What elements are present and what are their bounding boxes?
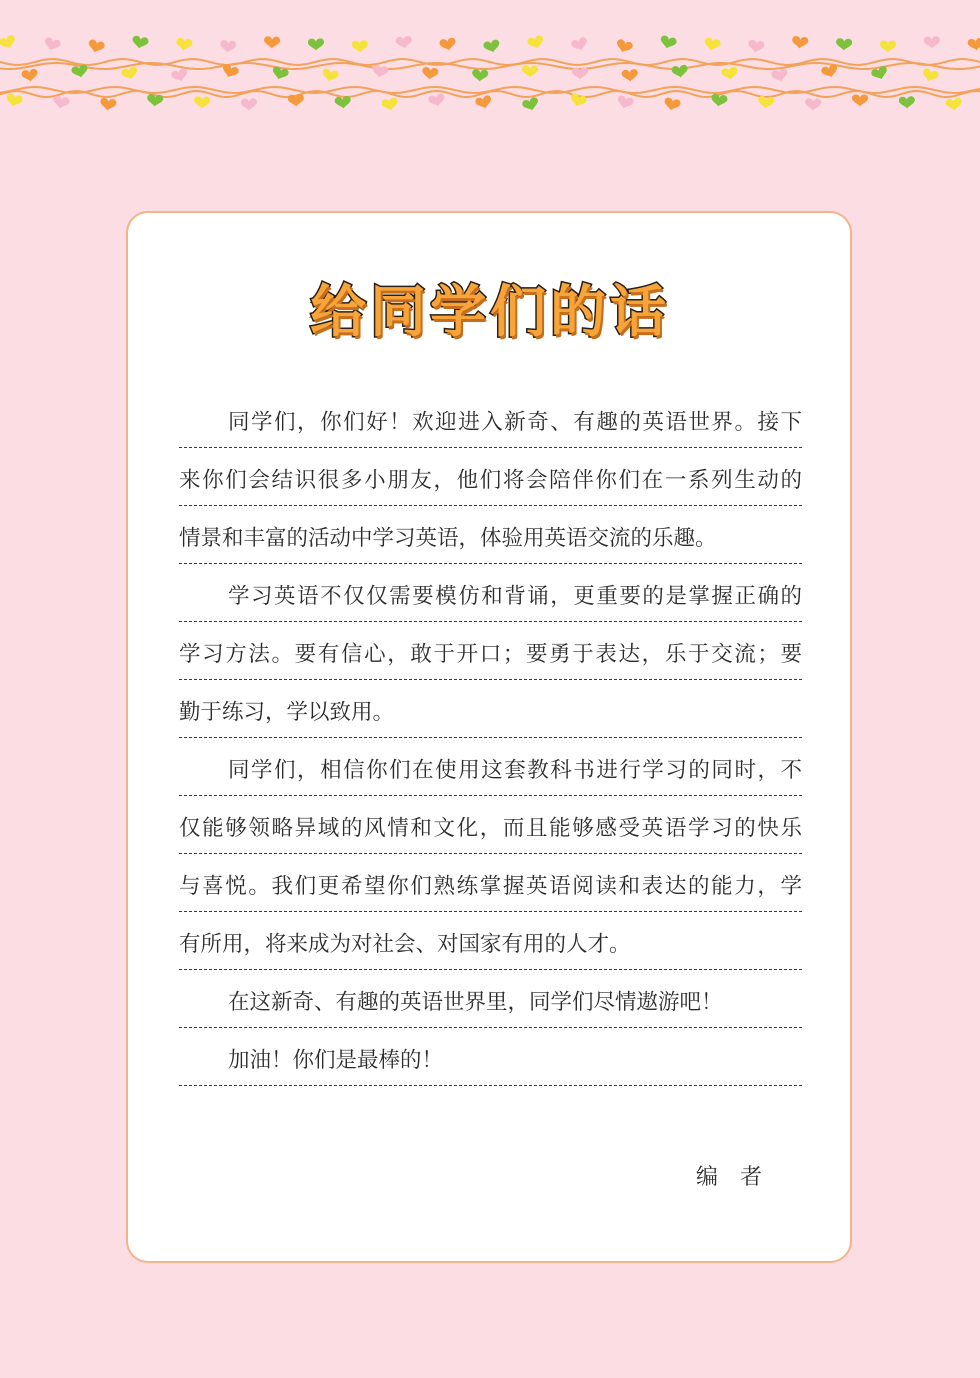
text-line: 与喜悦。我们更希望你们熟练掌握英语阅读和表达的能力，学	[179, 854, 802, 912]
heart-icon	[428, 93, 446, 108]
heart-icon	[194, 96, 211, 109]
heart-icon	[308, 38, 324, 50]
heart-icon	[474, 95, 493, 111]
heart-icon	[721, 66, 739, 81]
heart-icon	[836, 38, 853, 51]
heart-icon	[771, 68, 790, 84]
heart-icon	[121, 66, 140, 82]
text-line: 学习方法。要有信心，敢于开口；要勇于表达，乐于交流；要	[179, 622, 802, 680]
heart-icon	[381, 97, 399, 112]
text-line: 同学们，你们好！欢迎进入新奇、有趣的英语世界。接下	[179, 390, 802, 448]
heart-icon	[264, 36, 281, 49]
heart-icon	[615, 38, 634, 54]
signature: 编者	[696, 1165, 785, 1190]
heart-icon	[352, 40, 369, 53]
garland-string	[0, 91, 980, 97]
heart-icon	[621, 69, 638, 82]
heart-icon	[522, 65, 538, 77]
text-line: 学习英语不仅仅需要模仿和背诵，更重要的是掌握正确的	[179, 564, 802, 622]
heart-icon	[570, 36, 589, 53]
heart-icon	[87, 39, 106, 55]
heart-icon	[421, 67, 438, 81]
heart-icon	[0, 34, 17, 51]
heart-icon	[967, 38, 980, 52]
heart-icon	[241, 98, 257, 110]
text-line: 同学们，相信你们在使用这套教科书进行学习的同时，不	[179, 738, 802, 796]
heart-icon	[99, 97, 117, 111]
heart-icon	[899, 96, 916, 109]
heart-icon	[924, 36, 941, 49]
heart-icon	[805, 98, 822, 111]
text-line: 情景和丰富的活动中学习英语，体验用英语交流的乐趣。	[179, 506, 802, 564]
heart-icon	[521, 96, 540, 113]
heart-icon	[5, 93, 24, 109]
heart-icon	[921, 67, 940, 83]
heart-icon	[852, 94, 868, 106]
heart-icon	[703, 37, 721, 52]
heart-icon	[791, 36, 808, 50]
letter-body	[179, 390, 802, 1086]
text-line: 来你们会结识很多小朋友，他们将会陪伴你们在一系列生动的	[179, 448, 802, 506]
text-line: 仅能够领略异域的风情和文化，而且能够感受英语学习的快乐	[179, 796, 802, 854]
heart-icon	[21, 68, 39, 82]
heart-icon	[395, 36, 412, 50]
heart-icon	[52, 95, 70, 110]
text-line: 有所用，将来成为对社会、对国家有用的人才。	[179, 912, 802, 970]
heart-icon	[526, 35, 545, 51]
heart-icon	[219, 40, 236, 53]
text-line: 加油！你们是最棒的！	[179, 1028, 802, 1086]
text-line: 在这新奇、有趣的英语世界里，同学们尽情遨游吧！	[179, 970, 802, 1028]
heart-icon	[663, 97, 681, 112]
heart-icon	[175, 37, 193, 51]
heart-icon	[170, 67, 189, 83]
page-title: 给同学们的话	[310, 280, 670, 345]
heart-icon	[880, 40, 896, 52]
heart-icon	[472, 69, 489, 82]
heart-icon	[659, 35, 678, 51]
heart-icon	[131, 35, 149, 50]
text-line: 勤于练习，学以致用。	[179, 680, 802, 738]
heart-icon	[945, 98, 962, 112]
heart-icon	[483, 39, 501, 54]
heart-icon	[371, 64, 389, 79]
heart-icon	[616, 95, 635, 111]
heart-icon	[671, 64, 689, 78]
heart-icon	[439, 37, 457, 52]
heart-icon	[747, 39, 765, 53]
heart-garland-decoration	[0, 28, 980, 128]
heart-icon	[321, 68, 339, 83]
heart-icon	[43, 36, 62, 52]
